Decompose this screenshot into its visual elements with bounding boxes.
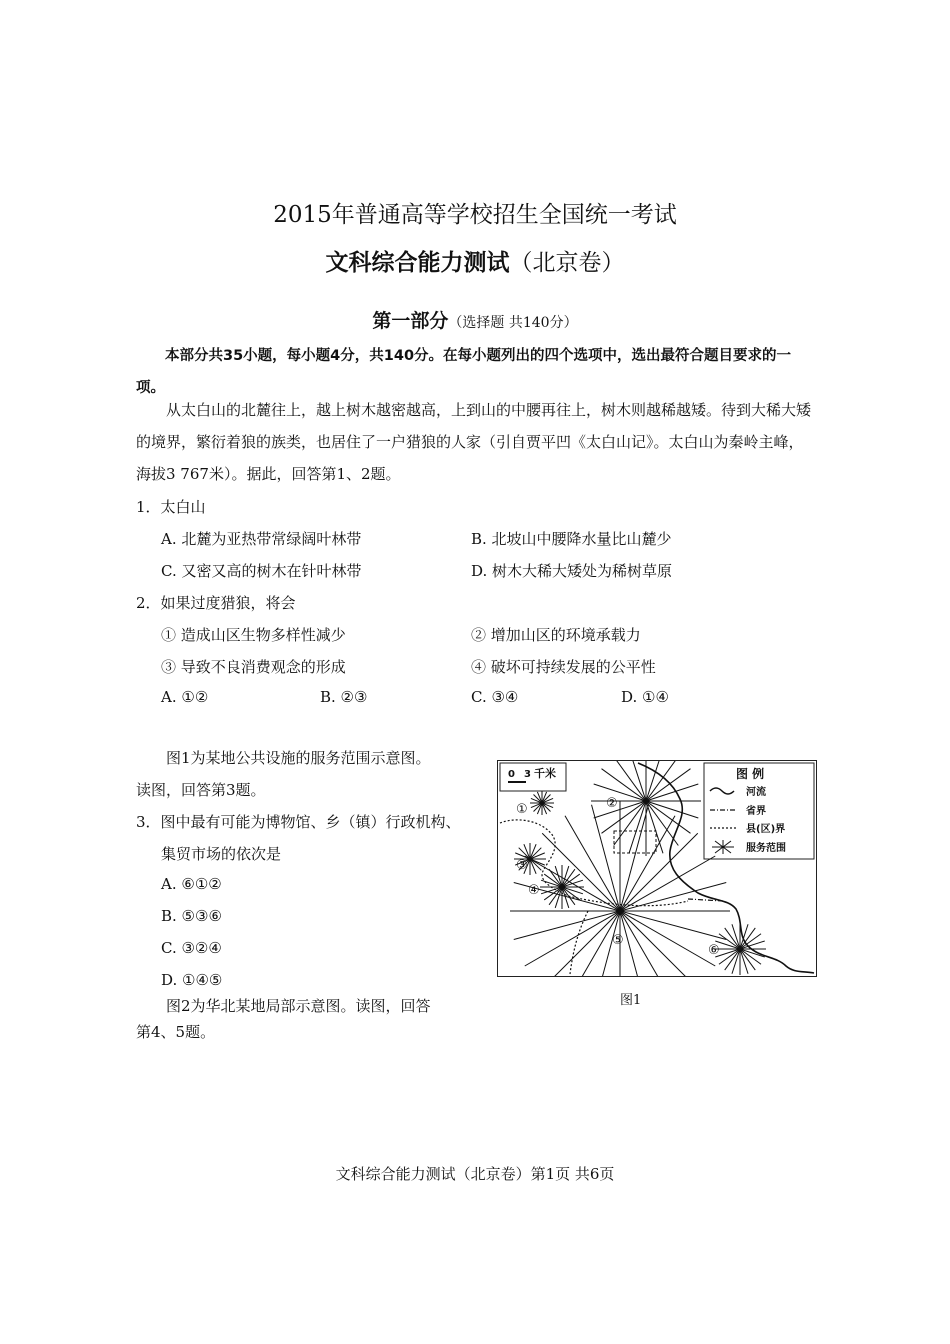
fig1-intro-line2: 读图，回答第3题。 bbox=[136, 781, 266, 799]
q2-option-d: D. ①④ bbox=[621, 688, 669, 706]
figure-1-caption: 图1 bbox=[620, 993, 642, 1008]
legend-province-label: 省界 bbox=[746, 806, 766, 817]
site-label-3: ③ bbox=[516, 858, 528, 873]
site-label-1: ① bbox=[516, 802, 528, 817]
exam-title: 2015年普通高等学校招生全国统一考试 bbox=[273, 202, 677, 228]
figure-1-map bbox=[497, 760, 817, 977]
passage-1: 从太白山的北麓往上，越上树木越密越高，上到山的中腰再往上，树木则越稀越矮。待到大稀大矮的境界，繁衍着狼的族类，也居住了一户猎狼的人家（引自贾平凹《太白山记》。太白山为秦岭主峰，海拔3 767米）。据此，回答第1、2题。 bbox=[136, 401, 812, 483]
q2-option-a: A. ①② bbox=[161, 688, 209, 706]
site-label-2: ② bbox=[606, 796, 618, 811]
site-label-4: ④ bbox=[528, 883, 540, 898]
q1-option-c: C. 又密又高的树木在针叶林带 bbox=[161, 562, 362, 580]
q2-option-b: B. ②③ bbox=[320, 688, 368, 706]
q3-option-b: B. ⑤③⑥ bbox=[161, 907, 222, 925]
legend-title: 图 例 bbox=[736, 767, 765, 781]
q3-stem-line1: 3．图中最有可能为博物馆、乡（镇）行政机构、 bbox=[136, 813, 461, 831]
fig2-intro-line1: 图2为华北某地局部示意图。读图，回答 bbox=[166, 997, 431, 1015]
q1-option-a: A. 北麓为亚热带常绿阔叶林带 bbox=[161, 530, 362, 548]
subtitle-main: 文科综合能力测试 bbox=[325, 249, 510, 276]
page-footer: 文科综合能力测试（北京卷）第1页 共6页 bbox=[335, 1165, 615, 1183]
fig2-intro-line2: 第4、5题。 bbox=[136, 1023, 216, 1041]
q1-stem: 1．太白山 bbox=[136, 498, 206, 516]
q2-item-2: ② 增加山区的环境承载力 bbox=[471, 626, 641, 644]
scale-three: 3 bbox=[524, 769, 531, 780]
subtitle-paren: （北京卷） bbox=[509, 250, 625, 276]
q2-option-c: C. ③④ bbox=[471, 688, 519, 706]
q3-option-c: C. ③②④ bbox=[161, 939, 222, 957]
legend-service-label: 服务范围 bbox=[746, 843, 786, 854]
legend-river-label: 河流 bbox=[746, 787, 766, 798]
q3-option-d: D. ①④⑤ bbox=[161, 971, 223, 989]
legend-county-label: 县(区)界 bbox=[746, 824, 786, 835]
q2-item-1: ① 造成山区生物多样性减少 bbox=[161, 626, 346, 644]
part-heading bbox=[0, 306, 950, 333]
part-note: （选择题 共140分） bbox=[448, 315, 578, 331]
site-label-6: ⑥ bbox=[708, 943, 720, 958]
q2-item-4: ④ 破坏可持续发展的公平性 bbox=[471, 658, 656, 676]
q3-stem-line2: 集贸市场的依次是 bbox=[161, 845, 282, 863]
instructions: 本部分共35小题，每小题4分，共140分。在每小题列出的四个选项中，选出最符合题目要求的一项。 bbox=[136, 348, 792, 396]
scale-unit: 千米 bbox=[534, 767, 556, 780]
q1-option-b: B. 北坡山中腰降水量比山麓少 bbox=[471, 530, 672, 548]
q2-item-3: ③ 导致不良消费观念的形成 bbox=[161, 658, 346, 676]
q3-option-a: A. ⑥①② bbox=[161, 875, 222, 893]
scale-zero: 0 bbox=[508, 769, 515, 780]
exam-subtitle bbox=[0, 244, 950, 277]
q1-option-d: D. 树木大稀大矮处为稀树草原 bbox=[471, 562, 673, 580]
site-label-5: ⑤ bbox=[612, 933, 624, 948]
fig1-intro-line1: 图1为某地公共设施的服务范围示意图。 bbox=[166, 749, 431, 767]
part-label: 第一部分 bbox=[372, 310, 449, 332]
q2-stem: 2．如果过度猎狼，将会 bbox=[136, 594, 296, 612]
